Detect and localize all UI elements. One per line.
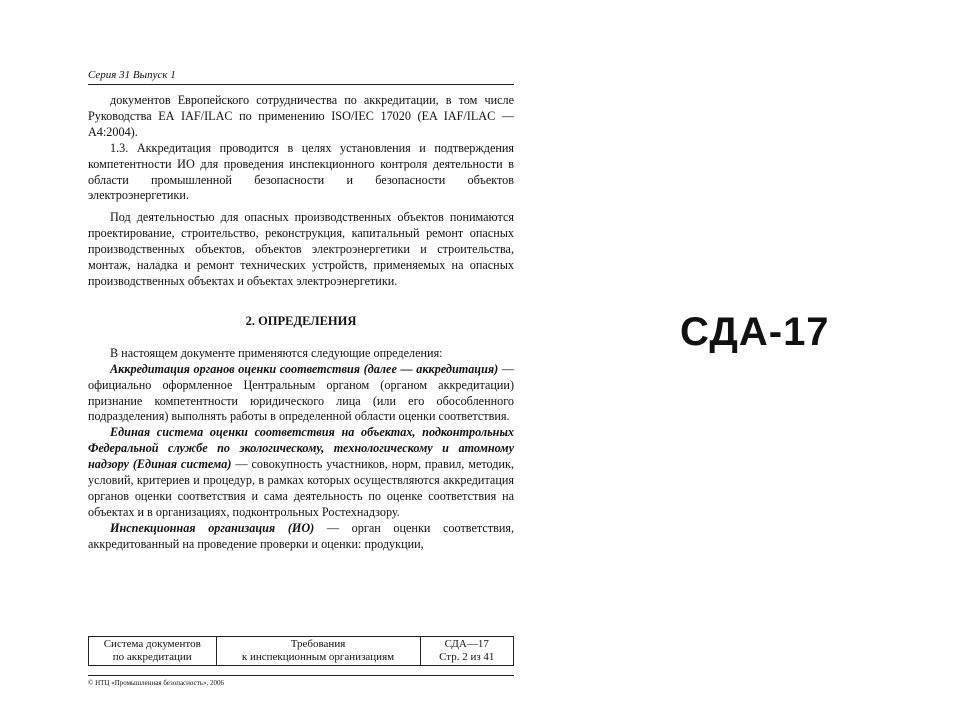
definition-accreditation [88, 362, 514, 426]
document-code-label: СДА-17 [680, 310, 830, 354]
paragraph-1-3: 1.3. Аккредитация проводится в целях установления и подтверждения компетентности ИО для проведения инспекционного контроля деятельности в области промышленной безопасности и безопасности объектов электроэнергетики. [88, 140, 514, 203]
definition-text: — официально оформленное Центральным органом (органом аккредитации) признание компетентности юридического лица (или его обособленного подразделения) выполнять работы в определенной области оценки соответствия. [88, 361, 515, 424]
definition-inspection-org [88, 521, 514, 553]
paragraph-continuation: документов Европейского сотрудничества по аккредитации, в том числе Руководства ЕА IAF/ILAC по применению ISO/IEC 17020 (EA IAF/ILAC — A4:2004). [88, 93, 514, 139]
footer-table [88, 636, 514, 666]
definitions-intro: В настоящем документе применяются следующие определения: [110, 345, 443, 360]
copyright-text: © НТЦ «Промышленная безопасность», 2006 [88, 679, 224, 687]
footer-rule [88, 675, 514, 676]
definition-term: Единая система оценки соответствия на объектах, подконтрольных Федеральной службе по экологическому, технологическому и атомному надзору (Единая система) [88, 425, 514, 472]
footer-system-line1: Система документов [103, 638, 201, 650]
footer-requirements-cell [216, 637, 420, 666]
definition-unified-system [88, 425, 514, 520]
header-rule [88, 84, 514, 85]
footer-page-number: Стр. 2 из 41 [439, 651, 495, 663]
document-body [88, 93, 514, 553]
footer-system-cell [89, 637, 217, 666]
section-title: 2. ОПРЕДЕЛЕНИЯ [245, 313, 357, 328]
definition-text: — орган оценки соответствия, аккредитованный на проведение проверки и оценки: продукции, [88, 520, 515, 551]
definition-term: Инспекционная организация (ИО) [110, 520, 315, 535]
footer-requirements-line2: к инспекционным организациям [241, 651, 395, 663]
paragraph-hazardous-objects: Под деятельностью для опасных производственных объектов понимаются проектирование, строительство, реконструкция, капитальный ремонт опасных производственных объектов, объектов электроэнергетики и строительства, монтаж, наладка и ремонт технических устройств, применяемых на опасных производственных объектах и объектах электроэнергетики. [88, 210, 514, 288]
footer-requirements-line1: Требования [290, 638, 346, 650]
definition-text: — совокупность участников, норм, правил, методик, условий, критериев и процедур, в рамках которых осуществляются аккредитация органов оценки соответствия и сама деятельность по оценке соответствия на объектах и в организациях, подконтрольных Ростехнадзору. [88, 457, 514, 519]
footer-code: СДА—17 [444, 638, 489, 650]
footer-system-line2: по аккредитации [112, 651, 192, 663]
series-header: Серия 31 Выпуск 1 [88, 69, 176, 81]
definition-term: Аккредитация органов оценки соответствия (далее — аккредитация) [110, 361, 499, 376]
footer-code-cell [420, 637, 514, 666]
